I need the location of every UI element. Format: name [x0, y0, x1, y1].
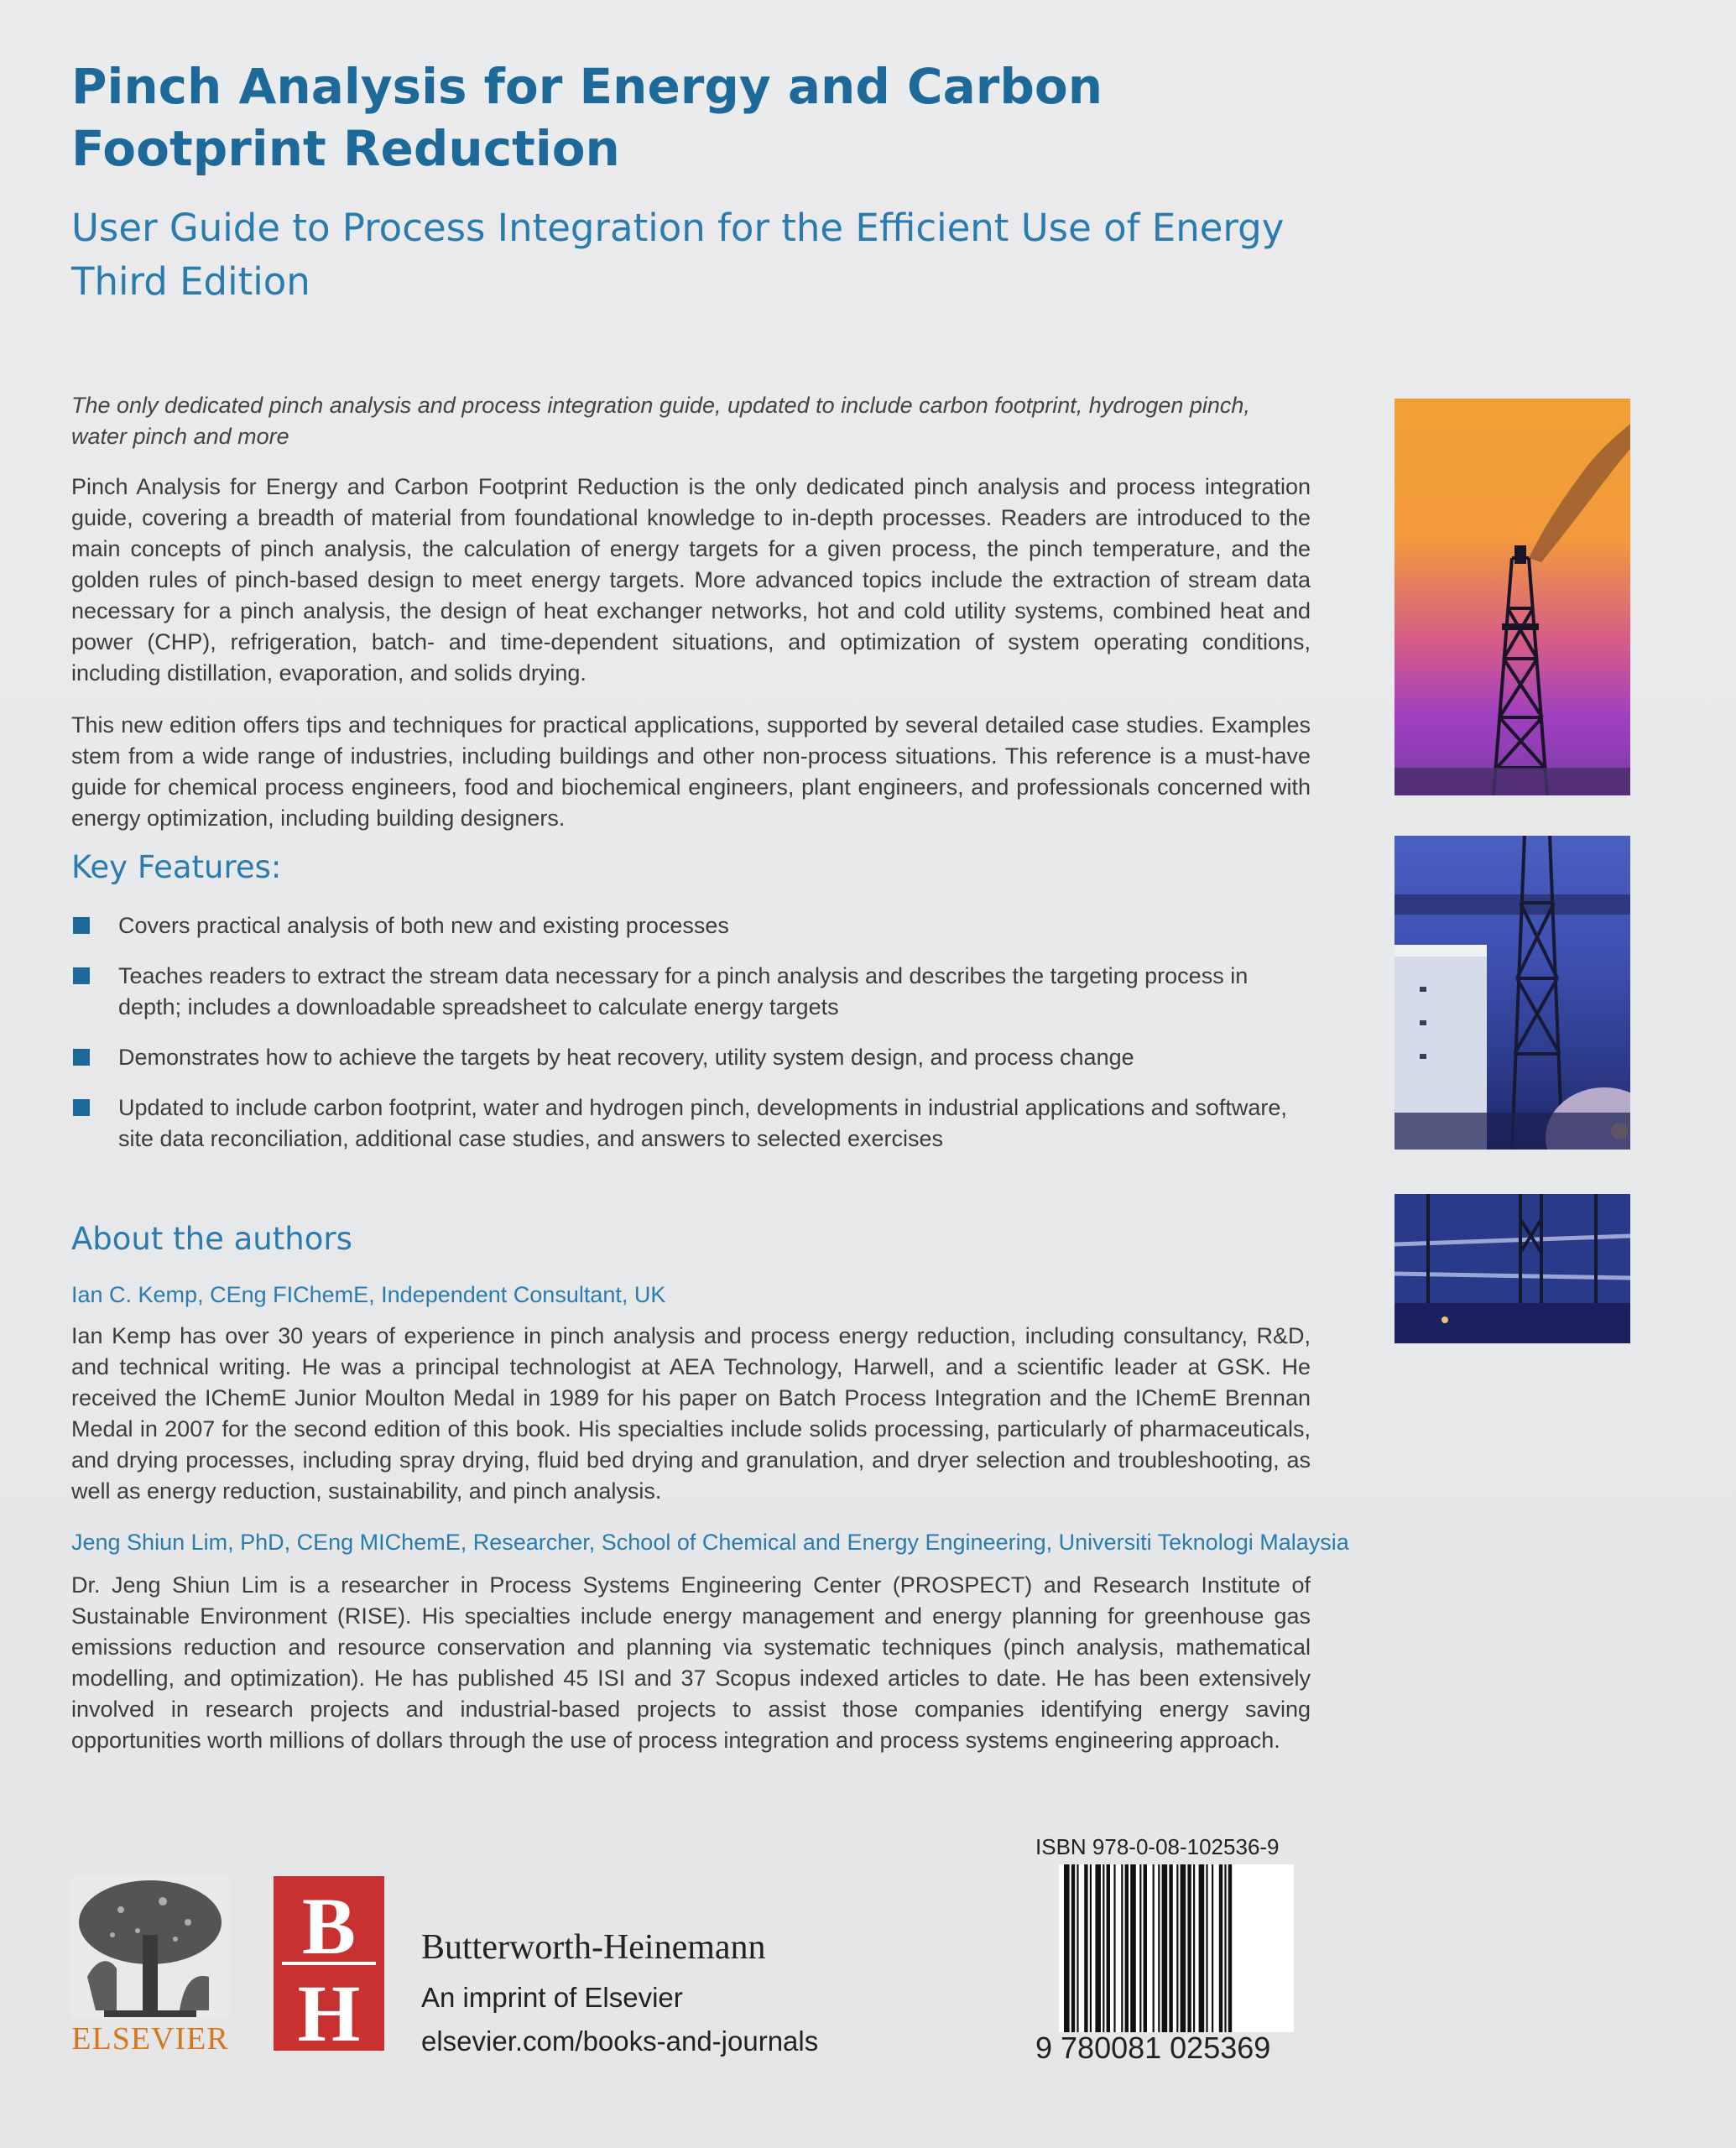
description-paragraph-2: This new edition offers tips and techniques for practical applications, supported by several detailed case studies. Examples stem from a wide range of industries, including buildings and other non-process situations. This reference is a must-have guide for chemical process engineers, food and biochemical engineers, plant engineers, and professionals concerned with energy optimization, including building designers.: [71, 712, 1311, 831]
barcode-bar: [1084, 1864, 1087, 2032]
bh-logo-letter-b: B: [301, 1881, 357, 1971]
barcode-bar: [1077, 1864, 1078, 2032]
publisher-name: Butterworth-Heinemann: [421, 1928, 766, 1967]
pipework-photo: [1395, 1194, 1630, 1343]
feature-text: Updated to include carbon footprint, water and hydrogen pinch, developments in industrial applications and software, site data reconciliation, additional case studies, and answers to selected exercises: [118, 1095, 1287, 1151]
barcode-bar: [1130, 1864, 1136, 2032]
barcode-bar: [1121, 1864, 1123, 2032]
barcode-bar: [1199, 1864, 1205, 2032]
bh-logo-letter-h: H: [297, 1968, 361, 2051]
barcode-bar: [1139, 1864, 1141, 2032]
barcode-bar: [1176, 1864, 1178, 2032]
flare-stack-photo: [1395, 399, 1630, 795]
barcode-bar: [1064, 1864, 1070, 2032]
barcode-bar: [1228, 1864, 1232, 2032]
square-bullet-icon: [73, 1049, 90, 1066]
barcode-bar: [1212, 1864, 1213, 2032]
barcode-digits: 9 780081 025369: [1035, 2031, 1271, 2065]
barcode-bar: [1219, 1864, 1222, 2032]
barcode-bar: [1125, 1864, 1129, 2032]
barcode-bar: [1095, 1864, 1101, 2032]
key-features-list: [71, 910, 1313, 1174]
feature-text: Demonstrates how to achieve the targets by heat recovery, utility system design, and process change: [118, 1045, 1134, 1070]
feature-item: [71, 961, 1313, 1023]
barcode-bar: [1153, 1864, 1155, 2032]
about-authors-heading: About the authors: [71, 1221, 352, 1257]
feature-item: [71, 910, 1313, 941]
barcode-bar: [1187, 1864, 1191, 2032]
publisher-url: elsevier.com/books-and-journals: [421, 2025, 819, 2057]
barcode-bar: [1158, 1864, 1160, 2032]
author-bio: Ian Kemp has over 30 years of experience in pinch analysis and process energy reduction, including consultancy, R&D, and technical writing. He was a principal technologist at AEA Technology, Harwell, and a scientific leader at GSK. He received the IChemE Junior Moulton Medal in 1989 for his paper on Batch Process Integration and the IChemE Brennan Medal in 2007 for the second edition of this book. His specialties include solids processing, particularly of pharmaceuticals, and drying processes, including spray drying, fluid bed drying and granulation, and dryer selection and troubleshooting, as well as energy reduction, sustainability, and pinch analysis.: [71, 1323, 1311, 1504]
square-bullet-icon: [73, 1099, 90, 1116]
feature-item: [71, 1092, 1313, 1155]
tagline: The only dedicated pinch analysis and process integration guide, updated to include carbon footprint, hydrogen pinch, water pinch and more: [71, 393, 1250, 449]
feature-text: Teaches readers to extract the stream data necessary for a pinch analysis and describes the targeting process in depth; includes a downloadable spreadsheet to calculate energy targets: [118, 963, 1249, 1019]
barcode-bar: [1090, 1864, 1092, 2032]
key-features-heading: Key Features:: [71, 849, 282, 885]
author-name: Jeng Shiun Lim, PhD, CEng MIChemE, Researcher, School of Chemical and Energy Engineering, Universiti Teknologi Malaysia: [71, 1530, 1349, 1555]
publisher-imprint: An imprint of Elsevier: [421, 1982, 683, 2013]
barcode-bar: [1071, 1864, 1075, 2032]
author-name: Ian C. Kemp, CEng FIChemE, Independent Consultant, UK: [71, 1282, 666, 1307]
square-bullet-icon: [73, 967, 90, 984]
elsevier-wordmark: ELSEVIER: [71, 2021, 229, 2057]
book-subtitle: [71, 201, 1330, 309]
feature-text: Covers practical analysis of both new and existing processes: [118, 913, 729, 938]
subtitle-line: User Guide to Process Integration for the Efficient Use of Energy: [71, 206, 1285, 250]
barcode-bar: [1193, 1864, 1195, 2032]
barcode-bar: [1107, 1864, 1110, 2032]
barcode-bar: [1144, 1864, 1147, 2032]
barcode-bar: [1103, 1864, 1104, 2032]
barcode-bar: [1224, 1864, 1226, 2032]
feature-item: [71, 1042, 1313, 1073]
barcode-bar: [1181, 1864, 1186, 2032]
barcode-bar: [1113, 1864, 1115, 2032]
book-title: Pinch Analysis for Energy and Carbon Footprint Reduction: [71, 58, 1103, 177]
square-bullet-icon: [73, 917, 90, 934]
barcode-bar: [1162, 1864, 1168, 2032]
author-bio: Dr. Jeng Shiun Lim is a researcher in Process Systems Engineering Center (PROSPECT) and Research Institute of Sustainable Environment (RISE). His specialties include energy management and energy planning for greenhouse gas emissions reduction and resource conservation and planning via systematic techniques (pinch analysis, mathematical modelling, and optimization). He has published 45 ISI and 37 Scopus indexed articles to date. He has been extensively involved in research projects and industrial-based projects to assist those companies identifying energy saving opportunities worth millions of dollars through the use of process integration and process systems engineering approach.: [71, 1572, 1311, 1753]
butterworth-heinemann-logo: [274, 1876, 384, 2051]
barcode-icon: [1059, 1864, 1294, 2032]
description-paragraph-1: Pinch Analysis for Energy and Carbon Footprint Reduction is the only dedicated pinch analysis and process integration guide, covering a breadth of material from foundational knowledge to in-depth processes. Readers are introduced to the main concepts of pinch analysis, the calculation of energy targets for a given process, the pinch temperature, and the golden rules of pinch-based design to meet energy targets. More advanced topics include the extraction of stream data necessary for a pinch analysis, the design of heat exchanger networks, hot and cold utility systems, combined heat and power (CHP), refrigeration, batch- and time-dependent situations, and optimization of system operating conditions, including distillation, evaporation, and solids drying.: [71, 474, 1311, 686]
barcode-bar: [1206, 1864, 1207, 2032]
edition-label: Third Edition: [71, 259, 310, 304]
refinery-tower-photo: [1395, 836, 1630, 1150]
barcode-bar: [1169, 1864, 1172, 2032]
isbn-label: ISBN 978-0-08-102536-9: [1035, 1834, 1280, 1859]
